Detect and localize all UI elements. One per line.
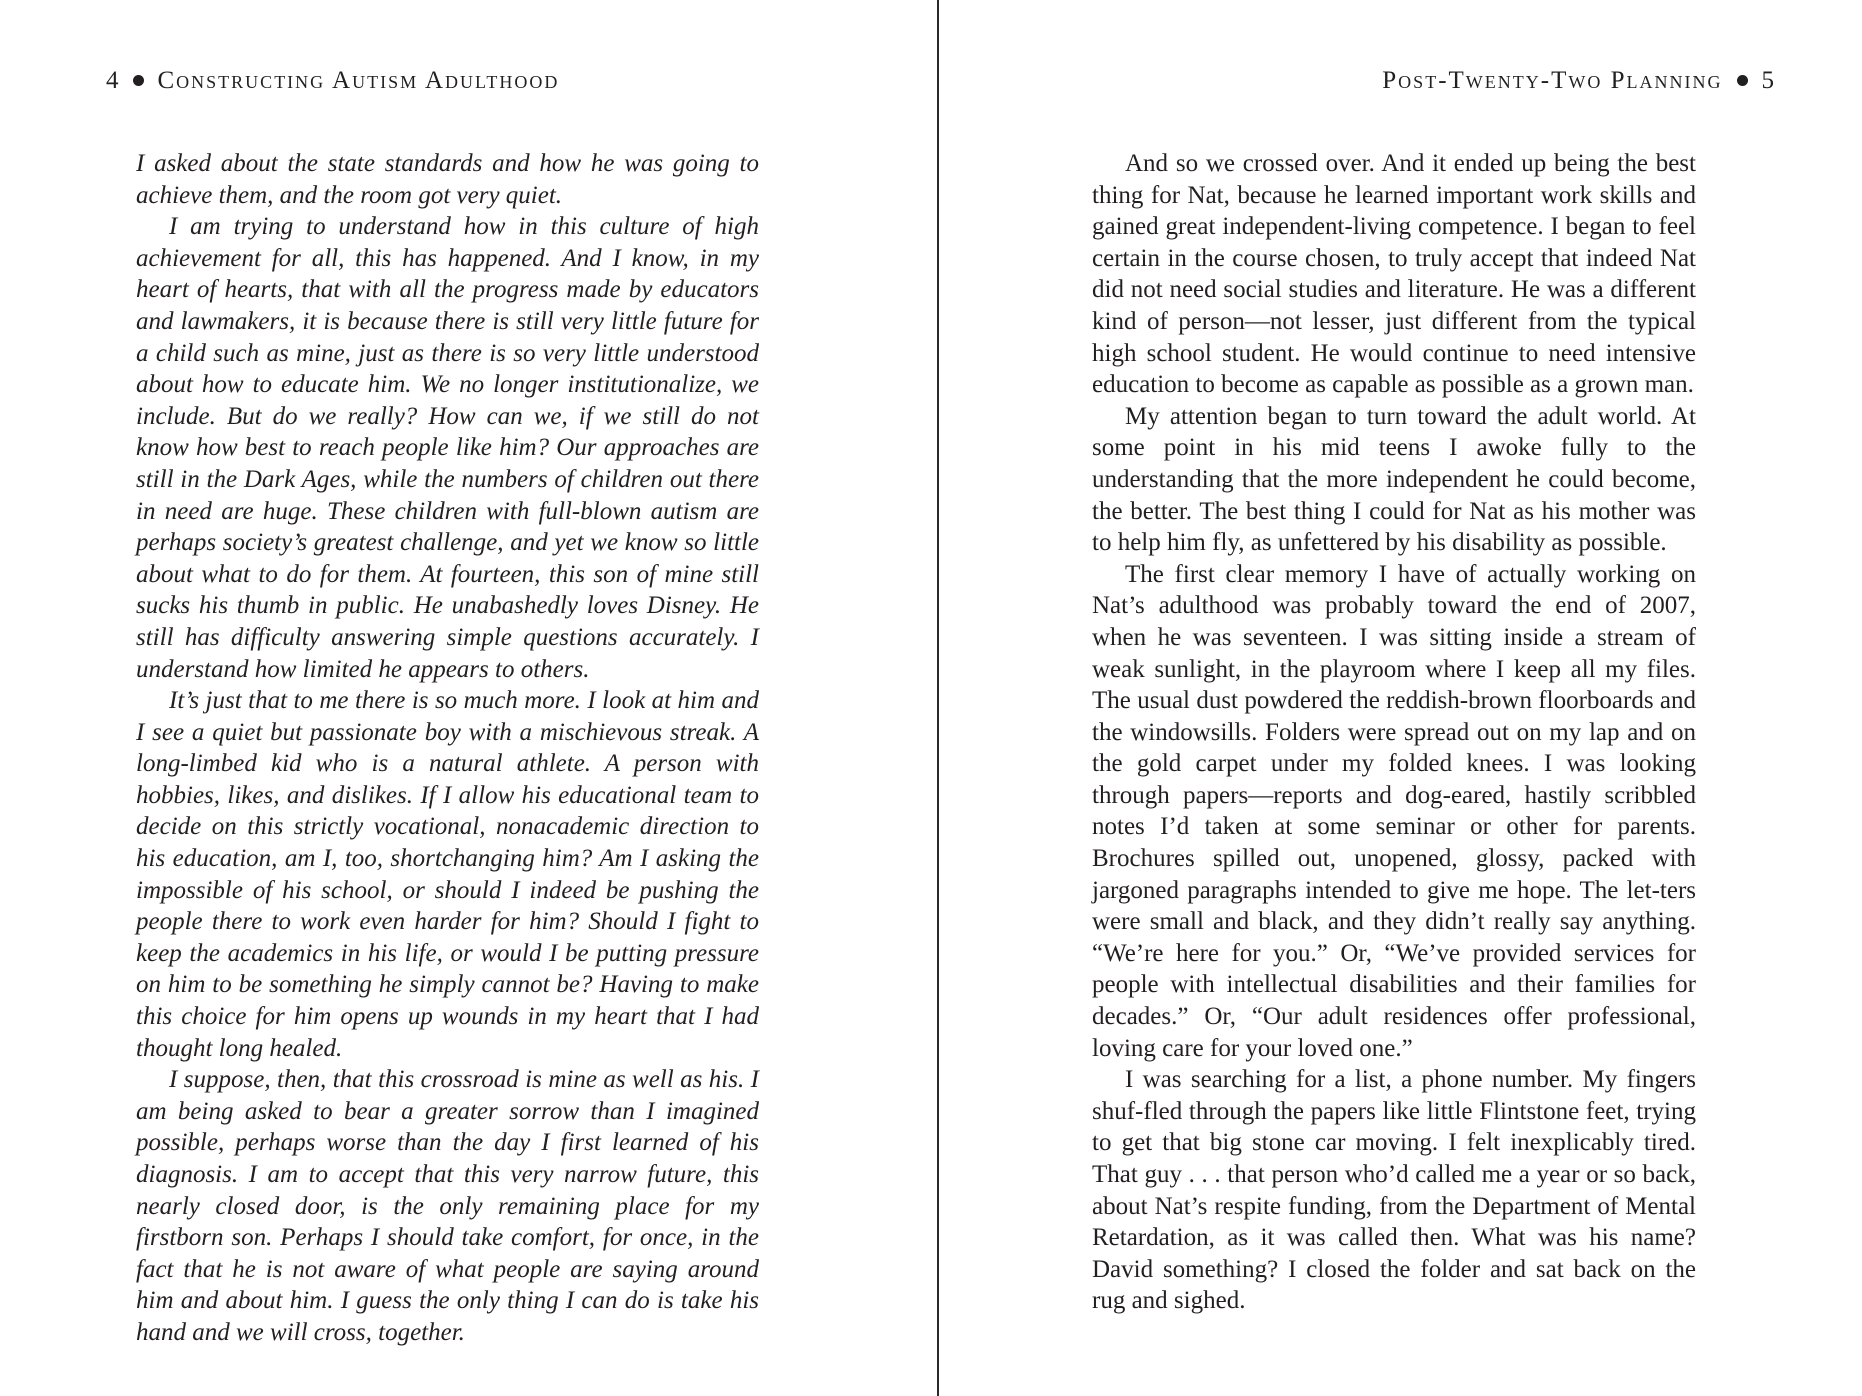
left-body-text: [136, 148, 759, 1349]
right-paragraph-1: And so we crossed over. And it ended up being the best thing for Nat, because he learned important work skills and gained great independent-living competence. I began to feel certain in the course chosen, to truly accept that indeed Nat did not need social studies and literature. He was a different kind of person—not lesser, just different from the typical high school student. He would continue to need intensive education to become as capable as possible as a grown man.: [1092, 150, 1696, 399]
left-paragraph-1: I asked about the state standards and how he was going to achieve them, and the room got very quiet.: [136, 150, 759, 209]
right-running-head: [1382, 66, 1774, 96]
bullet-icon: [1737, 75, 1748, 86]
left-page-number: 4: [106, 67, 119, 94]
left-paragraph-2: I am trying to understand how in this culture of high achievement for all, this has happened. And I know, in my heart of hearts, that with all the progress made by educators and lawmakers, it is because there is still very little future for a child such as mine, just as there is so very little understood about how to educate him. We no longer institutionalize, we include. But do we really? How can we, if we still do not know how best to reach people like him? Our approaches are still in the Dark Ages, while the numbers of children out there in need are huge. These children with full-blown autism are perhaps society’s greatest challenge, and yet we know so little about what to do for them. At fourteen, this son of mine still sucks his thumb in public. He unabashedly loves Disney. He still has difficulty answering simple questions accurately. I understand how limited he appears to others.: [136, 213, 759, 683]
right-paragraph-3: The first clear memory I have of actually working on Nat’s adulthood was probably toward the end of 2007, when he was seventeen. I was sitting inside a stream of weak sunlight, in the playroom where I keep all my files. The usual dust powdered the reddish-brown floorboards and the windowsills. Folders were spread out on my lap and on the gold carpet under my folded knees. I was looking through papers—reports and dog-eared, hastily scribbled notes I’d taken at some seminar or other for parents. Brochures spilled out, unopened, glossy, packed with jargoned paragraphs intended to give me hope. The let-ters were small and black, and they didn’t really say anything. “We’re here for you.” Or, “We’ve provided services for people with intellectual disabilities and their families for decades.” Or, “Our adult residences offer professional, loving care for your loved one.”: [1092, 560, 1696, 1062]
right-paragraph-4: I was searching for a list, a phone number. My fingers shuf-fled through the papers like little Flintstone feet, trying to get that big stone car moving. I felt inexplicably tired. That guy . . . that person who’d called me a year or so back, about Nat’s respite funding, from the Department of Mental Retardation, as it was called then. What was his name? David something? I closed the folder and sat back on the rug and sighed.: [1092, 1066, 1696, 1315]
right-body-text: [1092, 148, 1696, 1317]
left-running-head: [106, 66, 559, 96]
left-running-title: Constructing Autism Adulthood: [157, 67, 560, 94]
left-paragraph-4: I suppose, then, that this crossroad is mine as well as his. I am being asked to bear a greater sorrow than I imagined possible, perhaps worse than the day I first learned of his diagnosis. I am to accept that this very narrow future, this nearly closed door, is the only remaining place for my firstborn son. Perhaps I should take comfort, for once, in the fact that he is not aware of what people are saying around him and about him. I guess the only thing I can do is take his hand and we will cross, together.: [136, 1066, 759, 1346]
right-page-number: 5: [1761, 67, 1774, 94]
right-paragraph-2: My attention began to turn toward the adult world. At some point in his mid teens I awoke fully to the understanding that the more independent he could become, the better. The best thing I could for Nat as his mother was to help him fly, as unfettered by his disability as possible.: [1092, 402, 1696, 557]
right-running-title: Post-Twenty-Two Planning: [1382, 67, 1723, 94]
right-page: [939, 0, 1862, 1396]
bullet-icon: [133, 75, 144, 86]
left-paragraph-3: It’s just that to me there is so much more. I look at him and I see a quiet but passionate boy with a mischievous streak. A long-limbed kid who is a natural athlete. A person with hobbies, likes, and dislikes. If I allow his educational team to decide on this strictly vocational, nonacademic direction to his education, am I, too, shortchanging him? Am I asking the impossible of his school, or should I indeed be pushing the people there to work even harder for him? Should I fight to keep the academics in his life, or would I be putting pressure on him to be something he simply cannot be? Having to make this choice for him opens up wounds in my heart that I had thought long healed.: [136, 687, 759, 1062]
